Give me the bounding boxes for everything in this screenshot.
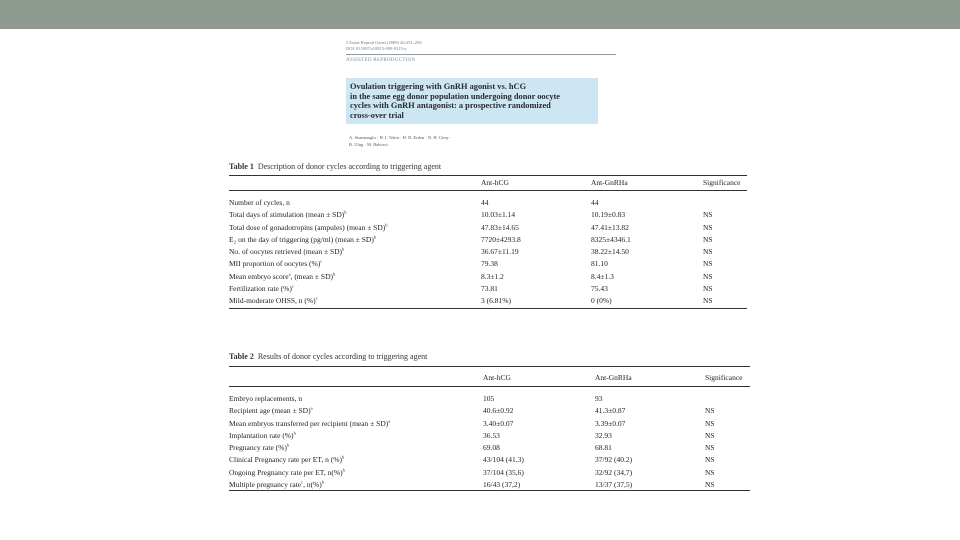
table-row — [229, 221, 747, 233]
authors-line: A. Sismanoglu · H. I. Tekin · H. B. Erden · N. H. Ciray · — [349, 135, 452, 140]
column-header-hcg: Ant-hCG — [483, 373, 511, 382]
row-label-cell — [229, 468, 345, 477]
table-label: Table 2 — [229, 352, 254, 361]
row-label-cell — [229, 210, 347, 219]
row-label-cell — [229, 247, 344, 256]
row-label: Recipient age (mean ± SD) — [229, 406, 311, 416]
table-row — [229, 245, 747, 257]
caption-text: Description of donor cycles according to triggering agent — [257, 162, 442, 171]
table-row — [229, 270, 747, 282]
row-label-suffix: , (mean ± SD) — [290, 271, 334, 281]
cell-significance: NS — [705, 480, 715, 490]
column-header-significance: Significance — [705, 373, 743, 382]
cell-gnrha: 68.81 — [595, 443, 612, 453]
footnote-marker: b — [385, 222, 388, 228]
title-line: cycles with GnRH antagonist: a prospective randomized — [350, 101, 551, 110]
caption-text: Results of donor cycles according to triggering agent — [257, 352, 428, 361]
table-row — [229, 196, 747, 208]
cell-gnrha: 93 — [595, 394, 603, 403]
table-2-header — [229, 367, 750, 386]
table-row — [229, 453, 750, 465]
cell-gnrha: 8325±4346.1 — [591, 234, 631, 244]
cell-hcg: 10.03±1.14 — [481, 210, 516, 220]
row-label: Multiple pregnancy rate — [229, 480, 302, 490]
cell-gnrha: 81.10 — [591, 259, 608, 269]
table-row — [229, 478, 750, 490]
row-label-cell — [229, 455, 344, 464]
table-2-caption — [229, 352, 750, 361]
row-label-cell — [229, 480, 324, 489]
footnote-marker: b — [342, 467, 345, 473]
row-label: Pregnancy rate (%) — [229, 443, 287, 453]
cell-gnrha: 32/92 (34,7) — [595, 467, 633, 477]
cell-hcg: 44 — [481, 198, 489, 207]
table-row — [229, 417, 750, 429]
footnote-marker: c — [291, 283, 294, 289]
cell-hcg: 3 (6.81%) — [481, 296, 511, 306]
table-rule — [229, 190, 747, 191]
row-label-cell — [229, 235, 376, 244]
cell-significance: NS — [705, 455, 715, 465]
cell-significance: NS — [705, 418, 715, 428]
row-label: Number of cycles, n — [229, 198, 290, 207]
cell-gnrha: 8.4±1.3 — [591, 271, 614, 281]
section-tag: ASSISTED REPRODUCTION — [346, 58, 416, 63]
cell-significance: NS — [703, 259, 713, 269]
cell-significance: NS — [703, 271, 713, 281]
cell-gnrha: 10.19±0.83 — [591, 210, 626, 220]
cell-hcg: 47.83±14.65 — [481, 222, 519, 232]
cell-hcg: 3.40±0.07 — [483, 418, 514, 428]
row-label: Total dose of gonadotropins (ampules) (mean ± SD) — [229, 222, 386, 232]
cell-hcg: 36.53 — [483, 430, 500, 440]
cell-significance: NS — [703, 234, 713, 244]
footnote-marker: b — [293, 430, 296, 436]
footnote-marker: b — [342, 246, 345, 252]
table-rule — [229, 490, 750, 491]
cell-gnrha: 38.22±14.50 — [591, 247, 629, 257]
cell-significance: NS — [705, 443, 715, 453]
row-label: Clinical Pregnancy rate per ET, n (%) — [229, 455, 342, 465]
row-label: Mean embryos transferred per recipient (mean ± SD) — [229, 418, 389, 428]
row-label: Mean embryo score — [229, 271, 289, 281]
column-header-significance: Significance — [703, 178, 741, 187]
cell-hcg: 7720±4293.8 — [481, 234, 521, 244]
table-row — [229, 233, 747, 245]
column-header-gnrha: Ant-GnRHa — [595, 373, 632, 382]
row-label: E₂ on the day of triggering (pg/ml) (mean ± SD) — [229, 234, 374, 244]
table-1-header — [229, 176, 747, 190]
table-row — [229, 392, 750, 404]
cell-hcg: 43/104 (41.3) — [483, 455, 524, 465]
cell-significance: NS — [703, 284, 713, 294]
cell-hcg: 69.08 — [483, 443, 500, 453]
row-label-cell — [229, 394, 302, 403]
table-1-body — [229, 196, 747, 307]
row-label-cell — [229, 259, 322, 268]
cell-hcg: 16/43 (37,2) — [483, 480, 521, 490]
cell-hcg: 8.3±1.2 — [481, 271, 504, 281]
footnote-marker: b — [333, 271, 336, 277]
table-row — [229, 257, 747, 269]
table-label: Table 1 — [229, 162, 254, 171]
top-bar — [0, 0, 960, 29]
article-title-box — [346, 78, 598, 124]
row-label-suffix: , n(%) — [303, 480, 322, 490]
row-label-cell — [229, 272, 335, 281]
row-label: Mild-moderate OHSS, n (%) — [229, 296, 316, 306]
doi-line: DOI 10.1007/s10815-009-9315-y — [346, 45, 407, 51]
footnote-marker: b — [321, 479, 325, 485]
table-row — [229, 441, 750, 453]
article-header — [346, 40, 616, 63]
cell-significance: NS — [703, 222, 713, 232]
table-row — [229, 294, 747, 306]
cell-significance: NS — [703, 247, 713, 257]
footnote-marker: b — [344, 209, 347, 215]
cell-gnrha: 0 (0%) — [591, 296, 612, 306]
cell-hcg: 40.6±0.92 — [483, 406, 514, 416]
footnote-marker: c — [315, 295, 318, 301]
row-label-cell — [229, 284, 294, 293]
table-rule — [229, 386, 750, 387]
table-rule — [229, 308, 747, 309]
cell-gnrha: 37/92 (40.2) — [595, 455, 633, 465]
cell-significance: NS — [703, 210, 713, 220]
footnote-marker: b — [286, 442, 290, 448]
cell-gnrha: 41.3±0.87 — [595, 406, 626, 416]
row-label-cell — [229, 406, 313, 415]
journal-line: J Assist Reprod Genet (2009) 26:251–256 — [346, 40, 422, 45]
cell-gnrha: 13/37 (37,5) — [595, 480, 633, 490]
cell-significance: NS — [703, 296, 713, 306]
table-row — [229, 429, 750, 441]
footnote-marker: b — [373, 234, 377, 240]
cell-gnrha: 3.39±0.07 — [595, 418, 626, 428]
footnote-marker: a — [288, 271, 291, 277]
footnote-marker: a — [388, 418, 391, 424]
cell-hcg: 37/104 (35,6) — [483, 467, 524, 477]
row-label-cell — [229, 296, 318, 305]
row-label-cell — [229, 443, 289, 452]
authors-line: B. Ulug · M. Bahceci — [349, 142, 388, 147]
cell-significance: NS — [705, 406, 715, 416]
authors — [349, 134, 451, 148]
cell-hcg: 79.38 — [481, 259, 498, 269]
row-label-cell — [229, 223, 388, 232]
row-label-cell — [229, 431, 296, 440]
title-line: cross-over trial — [350, 110, 404, 120]
cell-gnrha: 44 — [591, 198, 599, 207]
column-header-gnrha: Ant-GnRHa — [591, 178, 628, 187]
row-label-cell — [229, 198, 290, 207]
footnote-marker: a — [310, 405, 313, 411]
row-label: Ongoing Pregnancy rate per ET, n(%) — [229, 467, 343, 477]
cell-gnrha: 47.41±13.82 — [591, 222, 629, 232]
table-2 — [229, 352, 750, 491]
table-2-body — [229, 392, 750, 490]
cell-gnrha: 32.93 — [595, 430, 612, 440]
row-label: MII proportion of oocytes (%) — [229, 259, 321, 269]
row-label: Total days of stimulation (mean ± SD) — [229, 210, 345, 220]
column-header-hcg: Ant-hCG — [481, 178, 509, 187]
header-rule — [346, 54, 616, 55]
cell-hcg: 36.67±11.19 — [481, 247, 519, 257]
row-label-cell — [229, 419, 390, 428]
title-line: Ovulation triggering with GnRH agonist vs. hCG — [350, 82, 527, 91]
cell-hcg: 105 — [483, 394, 495, 403]
footnote-marker: b — [341, 454, 345, 460]
title-line: in the same egg donor population undergoing donor oocyte — [350, 91, 561, 101]
table-row — [229, 404, 750, 416]
table-1 — [229, 162, 747, 309]
cell-significance: NS — [705, 467, 715, 477]
footnote-marker: c — [301, 479, 304, 485]
cell-gnrha: 75.43 — [591, 284, 608, 294]
row-label: Embryo replacements, n — [229, 394, 303, 403]
table-row — [229, 466, 750, 478]
cell-hcg: 73.81 — [481, 284, 498, 294]
table-row — [229, 208, 747, 220]
row-label: Fertilization rate (%) — [229, 284, 292, 294]
footnote-marker: c — [320, 258, 323, 264]
row-label: No. of oocytes retrieved (mean ± SD) — [229, 247, 343, 257]
row-label: Implantation rate (%) — [229, 430, 294, 440]
cell-significance: NS — [705, 430, 715, 440]
table-row — [229, 282, 747, 294]
table-1-caption — [229, 162, 747, 171]
